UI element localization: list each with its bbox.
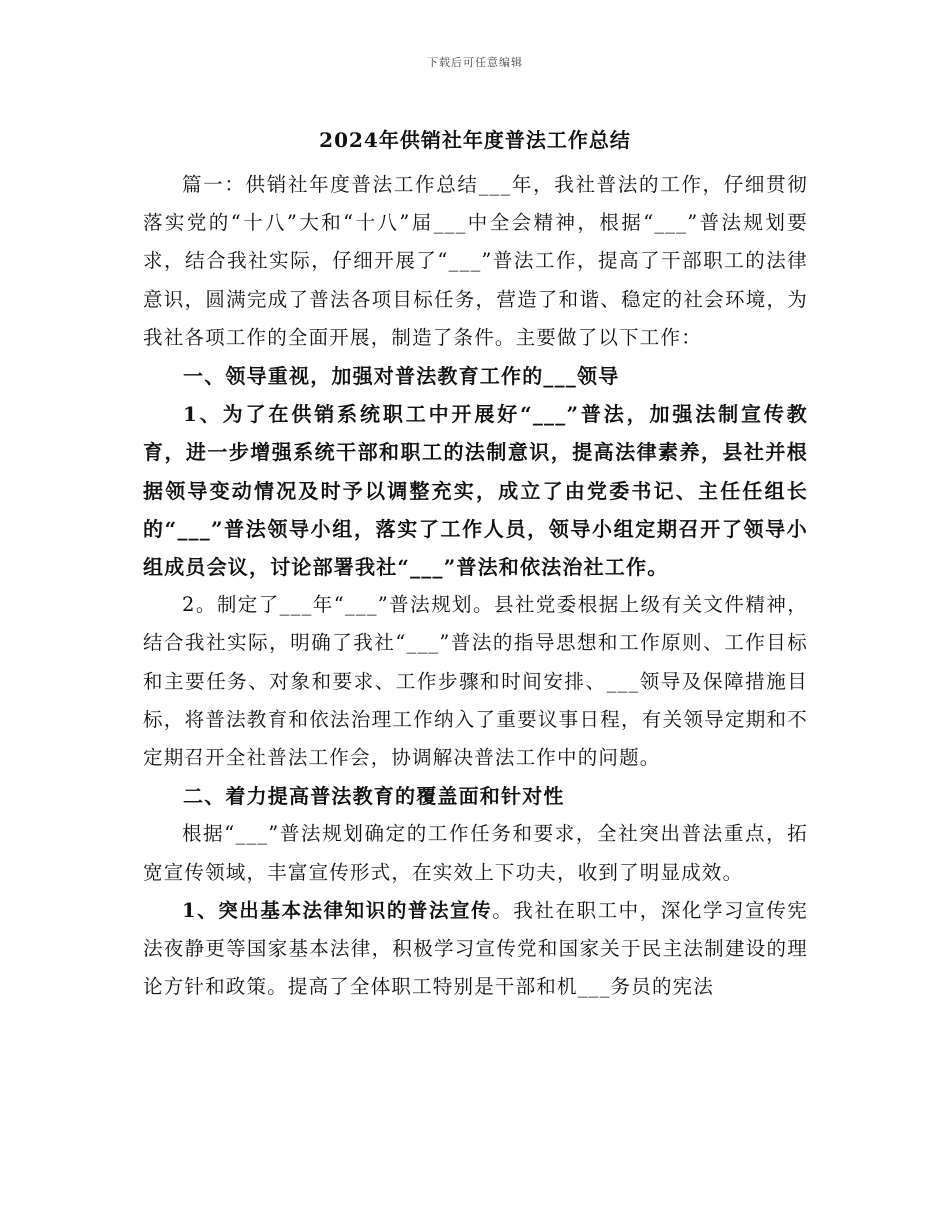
paragraph-2-1-lead: 1、突出基本法律知识的普法宣传: [182, 898, 493, 922]
section-heading-1: 一、领导重视，加强对普法教育工作的___领导: [183, 364, 620, 389]
paragraph-2-1-text: 。我社在职工中，深化学习宣传宪法夜静更等国家基本法律，积极学习宣传党和国家关于民主法制建设的理论方针和政策。提高了全体职工特别是干部和机___务员的宪法: [143, 898, 808, 999]
paragraph-intro: 篇一：供销社年度普法工作总结___年，我社普法的工作，仔细贯彻落实党的“十八”大和“十八”届___中全会精神，根据“___”普法规划要求，结合我社实际，仔细开展了“___”普法工作，提高了干部职工的法律意识，圆满完成了普法各项目标任务，营造了和谐、稳定的社会环境，为我社各项工作的全面开展，制造了条件。主要做了以下工作：: [143, 173, 808, 349]
paragraph-2-intro: 根据“___”普法规划确定的工作任务和要求，全社突出普法重点，拓宽宣传领域，丰富宣传形式，在实效上下功夫，收到了明显成效。: [143, 822, 808, 884]
document-body: [143, 166, 808, 1006]
document-title: 2024年供销社年度普法工作总结: [319, 128, 631, 152]
header-note: 下载后可任意编辑: [427, 56, 523, 69]
paragraph-1-1: 1、为了在供销系统职工中开展好“___”普法，加强法制宣传教育，进一步增强系统干部和职工的法制意识，提高法律素养，县社并根据领导变动情况及时予以调整充实，成立了由党委书记、主任任组长的“___”普法领导小组，落实了工作人员，领导小组定期召开了领导小组成员会议，讨论部署我社“___”普法和依法治社工作。: [143, 402, 808, 580]
paragraph-1-2: 2。制定了___年“___”普法规划。县社党委根据上级有关文件精神，结合我社实际，明确了我社“___”普法的指导思想和工作原则、工作目标和主要任务、对象和要求、工作步骤和时间安排、___领导及保障措施目标，将普法教育和依法治理工作纳入了重要议事日程，有关领导定期和不定期召开全社普法工作会，协调解决普法工作中的问题。: [143, 593, 808, 770]
paragraph-2-1: [143, 892, 808, 1007]
section-heading-2: 二、着力提高普法教育的覆盖面和针对性: [183, 784, 565, 809]
